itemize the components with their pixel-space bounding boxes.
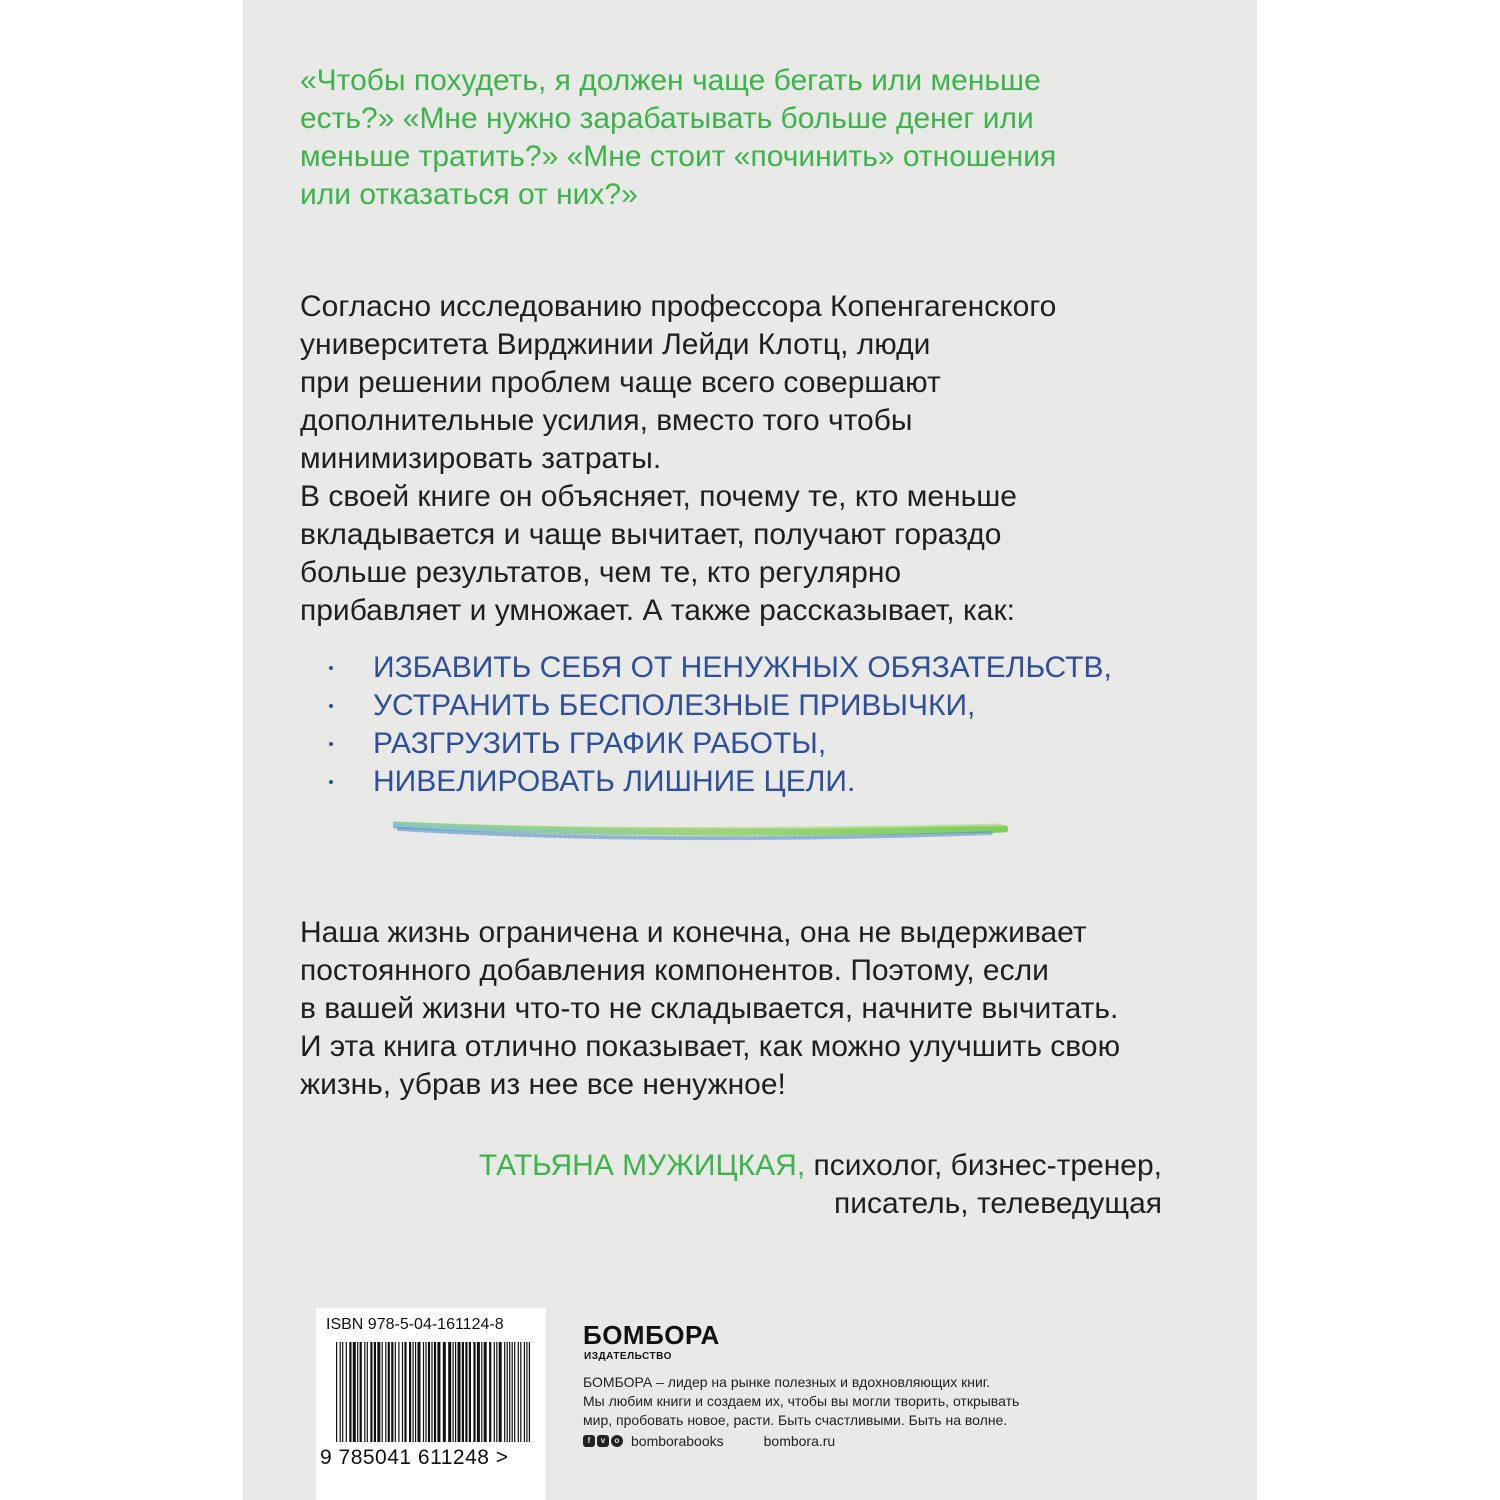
brush-stroke-divider (393, 815, 1008, 855)
barcode-bar (431, 1342, 432, 1442)
paragraph-line: прибавляет и умножает. А также рассказывает, как: (300, 594, 1015, 627)
barcode-bar (377, 1342, 380, 1442)
list-item: РАЗГРУЗИТЬ ГРАФИК РАБОТЫ, (323, 725, 1112, 763)
paragraph-line: при решении проблем чаще всего совершают (300, 366, 941, 399)
barcode-bar (462, 1342, 464, 1442)
barcode-bar (346, 1342, 347, 1442)
publisher-blurb (583, 1373, 1019, 1430)
barcode-bar (469, 1342, 471, 1442)
barcode-bar (418, 1342, 421, 1442)
paragraph-line: Согласно исследованию профессора Копенгагенского (300, 290, 1057, 323)
barcode-bar (484, 1342, 487, 1442)
blurb-line: БОМБОРА – лидер на рынке полезных и вдохновляющих книг. (583, 1374, 991, 1390)
quote-line: есть?» «Мне нужно зарабатывать больше денег или (300, 102, 1034, 135)
review-attribution (479, 1147, 1162, 1223)
barcode-bar (428, 1342, 430, 1442)
barcode-bar (529, 1342, 530, 1442)
barcode-bar (443, 1342, 446, 1442)
reviewer-role: писатель, телеведущая (834, 1187, 1162, 1220)
blurb-line: мир, пробовать новое, расти. Быть счастливыми. Быть на волне. (583, 1412, 1008, 1428)
publisher-website: bombora.ru (763, 1433, 836, 1449)
barcode-bar (413, 1342, 414, 1442)
barcode-bar (437, 1342, 440, 1442)
social-links (583, 1433, 835, 1449)
barcode-bar (526, 1342, 527, 1442)
barcode-bar (398, 1342, 399, 1442)
barcode-bar (357, 1342, 358, 1442)
description-paragraph (300, 288, 1200, 630)
barcode-bar (342, 1342, 343, 1442)
barcode-bars (336, 1342, 532, 1442)
book-back-cover (243, 0, 1257, 1500)
barcode-bar (353, 1342, 356, 1442)
barcode-bar (448, 1342, 451, 1442)
blurb-line: Мы любим книги и создаем их, чтобы вы могли творить, открывать (583, 1393, 1020, 1409)
benefits-list (323, 649, 1112, 801)
paragraph-line: дополнительные усилия, вместо того чтобы (300, 404, 913, 437)
barcode-bar (395, 1342, 396, 1442)
barcode-bar (504, 1342, 505, 1442)
barcode-bar (367, 1342, 368, 1442)
barcode-bar (507, 1342, 508, 1442)
list-item: УСТРАНИТЬ БЕСПОЛЕЗНЫЕ ПРИВЫЧКИ, (323, 687, 1112, 725)
ok-icon: o (611, 1435, 623, 1447)
barcode-bar (336, 1342, 337, 1442)
barcode-bar (340, 1342, 341, 1442)
barcode-bar (514, 1342, 515, 1442)
paragraph-line: постоянного добавления компонентов. Поэтому, если (300, 954, 1049, 987)
barcode-bar (385, 1342, 386, 1442)
reviewer-role: психолог, бизнес-тренер, (805, 1149, 1162, 1182)
paragraph-line: В своей книге он объясняет, почему те, кто меньше (300, 480, 1017, 513)
barcode-bar (509, 1342, 510, 1442)
list-item: НИВЕЛИРОВАТЬ ЛИШНИЕ ЦЕЛИ. (323, 763, 1112, 801)
barcode-bar (453, 1342, 454, 1442)
barcode-bar (512, 1342, 513, 1442)
conclusion-paragraph (300, 914, 1200, 1104)
paragraph-line: в вашей жизни что-то не складывается, начните вычитать. (300, 992, 1119, 1025)
quote-line: «Чтобы похудеть, я должен чаще бегать или меньше (300, 64, 1041, 97)
barcode-bar (370, 1342, 372, 1442)
quote-line: меньше тратить?» «Мне стоит «починить» отношения (300, 140, 1057, 173)
barcode-bar (499, 1342, 502, 1442)
social-handle: bomborabooks (631, 1433, 724, 1449)
barcode-bar (481, 1342, 482, 1442)
barcode-panel (316, 1308, 546, 1500)
barcode-bar (465, 1342, 467, 1442)
barcode-bar (382, 1342, 383, 1442)
quote-line: или отказаться от них?» (300, 178, 638, 211)
barcode-bar (360, 1342, 362, 1442)
paragraph-line: больше результатов, чем те, кто регулярно (300, 556, 902, 589)
barcode-bar (409, 1342, 411, 1442)
barcode-bar (455, 1342, 456, 1442)
barcode-bar (391, 1342, 393, 1442)
facebook-icon: f (583, 1435, 595, 1447)
paragraph-line: жизнь, убрав из нее все ненужное! (300, 1068, 786, 1101)
barcode-bar (518, 1342, 519, 1442)
barcode-digits: 9 785041 611248 > (320, 1446, 509, 1469)
barcode-bar (473, 1342, 475, 1442)
publisher-logo: БОМБОРА (583, 1320, 720, 1350)
vk-icon: v (597, 1435, 609, 1447)
paragraph-line: вкладывается и чаще вычитает, получают гораздо (300, 518, 1002, 551)
barcode-bar (477, 1342, 480, 1442)
barcode-bar (496, 1342, 497, 1442)
barcode-bar (404, 1342, 406, 1442)
barcode-bar (524, 1342, 525, 1442)
paragraph-line: университета Вирджинии Лейди Клотц, люди (300, 328, 931, 361)
paragraph-line: минимизировать затраты. (300, 442, 662, 475)
paragraph-line: Наша жизнь ограничена и конечна, она не выдерживает (300, 916, 1087, 949)
barcode-bar (423, 1342, 424, 1442)
barcode-bar (494, 1342, 495, 1442)
barcode-bar (520, 1342, 521, 1442)
isbn-label: ISBN 978-5-04-161124-8 (326, 1316, 504, 1333)
list-item: ИЗБАВИТЬ СЕБЯ ОТ НЕНУЖНЫХ ОБЯЗАТЕЛЬСТВ, (323, 649, 1112, 687)
barcode-bar (489, 1342, 491, 1442)
barcode-bar (415, 1342, 416, 1442)
barcode-bar (364, 1342, 365, 1442)
paragraph-line: И эта книга отлично показывает, как можно улучшить свою (300, 1030, 1121, 1063)
barcode-bar (434, 1342, 436, 1442)
reviewer-name: ТАТЬЯНА МУЖИЦКАЯ, (478, 1149, 806, 1182)
barcode-bar (458, 1342, 461, 1442)
publisher-subtitle: ИЗДАТЕЛЬСТВО (584, 1351, 672, 1362)
intro-quote (300, 62, 1200, 214)
barcode-bar (425, 1342, 426, 1442)
barcode-bar (374, 1342, 376, 1442)
barcode-bar (349, 1342, 351, 1442)
barcode-bar (402, 1342, 403, 1442)
barcode-bar (388, 1342, 390, 1442)
